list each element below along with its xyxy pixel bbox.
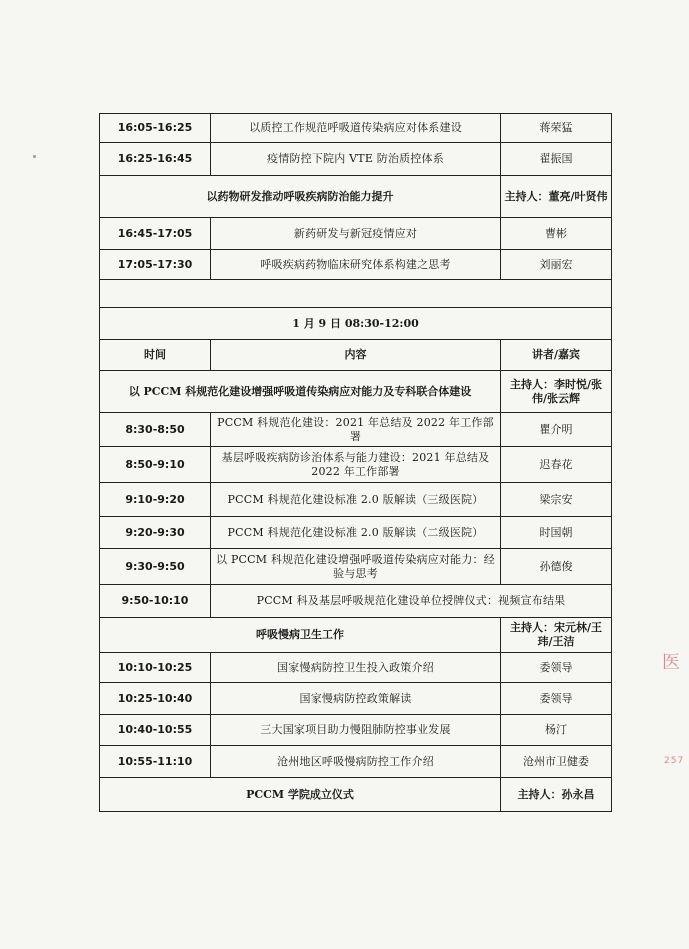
session-time: 9:50-10:10	[100, 585, 211, 618]
header-content: 内容	[211, 340, 501, 371]
session-time: 10:10-10:25	[100, 653, 211, 683]
table-row	[100, 250, 612, 280]
session-time: 10:55-11:10	[100, 746, 211, 778]
session-topic: 国家慢病防控政策解读	[211, 683, 501, 715]
section-host: 主持人：李时悦/张伟/张云辉	[501, 371, 612, 413]
session-topic: 以 PCCM 科规范化建设增强呼吸道传染病应对能力：经验与思考	[211, 549, 501, 585]
header-time: 时间	[100, 340, 211, 371]
table-row	[100, 585, 612, 618]
table-row	[100, 447, 612, 483]
session-time: 9:10-9:20	[100, 483, 211, 517]
session-topic: 基层呼吸疾病防诊治体系与能力建设：2021 年总结及 2022 年工作部署	[211, 447, 501, 483]
section-title: 以 PCCM 科规范化建设增强呼吸道传染病应对能力及专科联合体建设	[100, 371, 501, 413]
table-row	[100, 715, 612, 746]
session-speaker: 刘丽宏	[501, 250, 612, 280]
session-topic: 呼吸疾病药物临床研究体系构建之思考	[211, 250, 501, 280]
seal-glyph: 医	[662, 652, 680, 673]
section-title: PCCM 学院成立仪式	[100, 778, 501, 812]
schedule-sheet	[99, 113, 611, 812]
session-speaker: 杨汀	[501, 715, 612, 746]
session-time: 10:40-10:55	[100, 715, 211, 746]
section-title: 以药物研发推动呼吸疾病防治能力提升	[100, 176, 501, 218]
scan-speck	[33, 155, 36, 158]
section-row	[100, 371, 612, 413]
blank-cell	[100, 280, 612, 308]
table-row	[100, 483, 612, 517]
section-row	[100, 778, 612, 812]
session-speaker: 蒋荣猛	[501, 114, 612, 143]
day-row	[100, 308, 612, 340]
section-row	[100, 176, 612, 218]
section-title: 呼吸慢病卫生工作	[100, 618, 501, 653]
session-time: 16:25-16:45	[100, 143, 211, 176]
red-seal-fragment	[662, 638, 689, 788]
table-row	[100, 114, 612, 143]
session-speaker: 曹彬	[501, 218, 612, 250]
session-topic: 国家慢病防控卫生投入政策介绍	[211, 653, 501, 683]
session-topic: 三大国家项目助力慢阻肺防控事业发展	[211, 715, 501, 746]
session-topic: 沧州地区呼吸慢病防控工作介绍	[211, 746, 501, 778]
session-speaker: 孙德俊	[501, 549, 612, 585]
table-row	[100, 218, 612, 250]
table-row	[100, 517, 612, 549]
blank-row	[100, 280, 612, 308]
session-speaker: 翟振国	[501, 143, 612, 176]
session-speaker: 梁宗安	[501, 483, 612, 517]
table-row	[100, 413, 612, 447]
session-topic: 新药研发与新冠疫情应对	[211, 218, 501, 250]
session-time: 9:20-9:30	[100, 517, 211, 549]
session-speaker: 委领导	[501, 683, 612, 715]
section-host: 主持人：董亮/叶贤伟	[501, 176, 612, 218]
session-time: 9:30-9:50	[100, 549, 211, 585]
table-row	[100, 653, 612, 683]
seal-digits: 257	[664, 756, 685, 766]
session-time: 16:05-16:25	[100, 114, 211, 143]
table-row	[100, 549, 612, 585]
session-topic: PCCM 科规范化建设标准 2.0 版解读（二级医院）	[211, 517, 501, 549]
section-host: 主持人：孙永昌	[501, 778, 612, 812]
schedule-table	[99, 113, 612, 812]
session-speaker: 委领导	[501, 653, 612, 683]
table-row	[100, 746, 612, 778]
session-time: 8:50-9:10	[100, 447, 211, 483]
session-time: 8:30-8:50	[100, 413, 211, 447]
session-time: 17:05-17:30	[100, 250, 211, 280]
session-topic: PCCM 科规范化建设：2021 年总结及 2022 年工作部署	[211, 413, 501, 447]
section-host: 主持人：宋元林/王玮/王洁	[501, 618, 612, 653]
session-time: 16:45-17:05	[100, 218, 211, 250]
session-time: 10:25-10:40	[100, 683, 211, 715]
column-header-row	[100, 340, 612, 371]
session-topic: 以质控工作规范呼吸道传染病应对体系建设	[211, 114, 501, 143]
day-title: 1 月 9 日 08:30-12:00	[100, 308, 612, 340]
session-topic: PCCM 科及基层呼吸规范化建设单位授牌仪式：视频宣布结果	[211, 585, 612, 618]
header-speaker: 讲者/嘉宾	[501, 340, 612, 371]
session-topic: PCCM 科规范化建设标准 2.0 版解读（三级医院）	[211, 483, 501, 517]
session-speaker: 瞿介明	[501, 413, 612, 447]
table-row	[100, 683, 612, 715]
session-speaker: 沧州市卫健委	[501, 746, 612, 778]
session-speaker: 时国朝	[501, 517, 612, 549]
session-topic: 疫情防控下院内 VTE 防治质控体系	[211, 143, 501, 176]
session-speaker: 迟春花	[501, 447, 612, 483]
table-row	[100, 143, 612, 176]
section-row	[100, 618, 612, 653]
